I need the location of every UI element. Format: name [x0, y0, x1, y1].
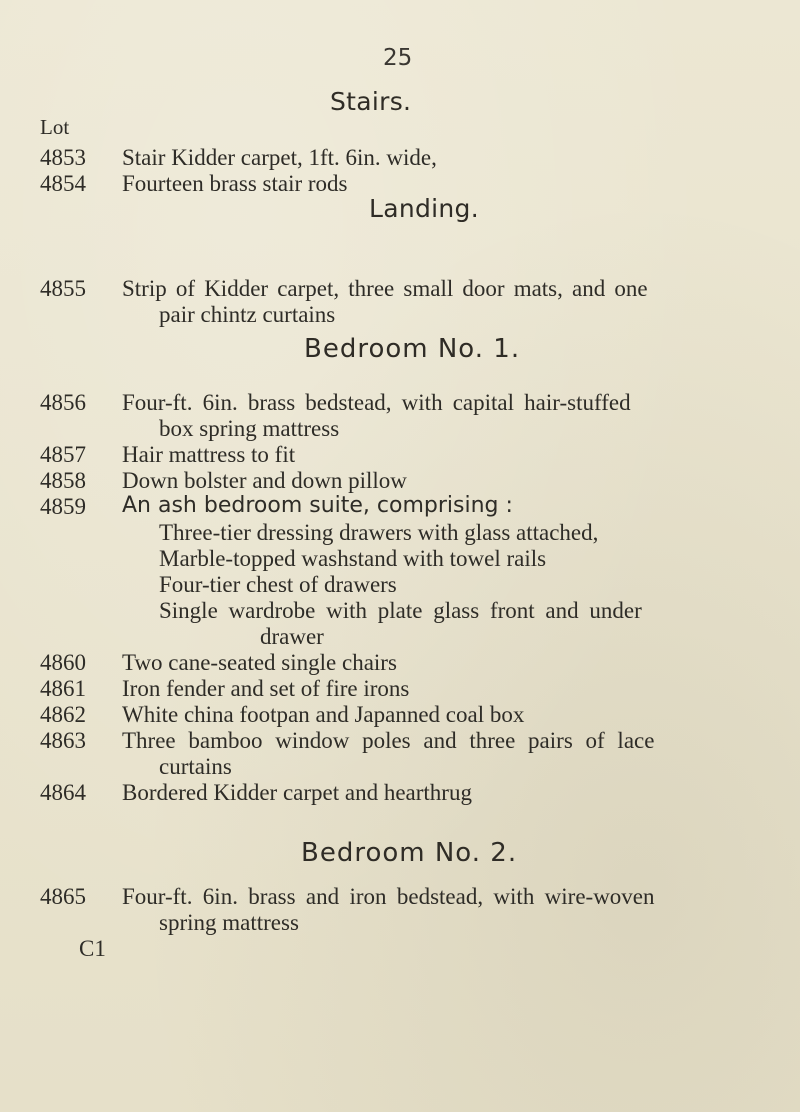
- lot-description-continuation: curtains: [159, 754, 232, 779]
- lot-description: Stair Kidder carpet, 1ft. 6in. wide,: [122, 145, 437, 170]
- section-heading-bedroom-2: Bedroom No. 2.: [301, 838, 518, 868]
- lot-number: 4862: [40, 702, 86, 727]
- signature-mark: C1: [79, 936, 106, 961]
- lot-number: 4857: [40, 442, 86, 467]
- lot-description: Strip of Kidder carpet, three small door mats, and one: [122, 276, 648, 301]
- lot-description: Fourteen brass stair rods: [122, 171, 348, 196]
- section-heading-bedroom-1: Bedroom No. 1.: [304, 334, 521, 364]
- lot-number: 4859: [40, 494, 86, 519]
- suite-item: Single wardrobe with plate glass front and under: [159, 598, 642, 623]
- lot-number: 4861: [40, 676, 86, 701]
- lot-number: 4860: [40, 650, 86, 675]
- lot-description-continuation: box spring mattress: [159, 416, 340, 441]
- lot-number: 4854: [40, 171, 86, 196]
- lot-number: 4865: [40, 884, 86, 909]
- lot-number: 4858: [40, 468, 86, 493]
- suite-item: Three-tier dressing drawers with glass attached,: [159, 520, 599, 545]
- lot-description: Four-ft. 6in. brass bedstead, with capital hair-stuffed: [122, 390, 631, 415]
- suite-item: Marble-topped washstand with towel rails: [159, 546, 547, 571]
- lot-description: Hair mattress to fit: [122, 442, 296, 467]
- section-heading-stairs: Stairs.: [330, 87, 412, 116]
- lot-description-continuation: pair chintz curtains: [159, 302, 336, 327]
- lot-number: 4864: [40, 780, 86, 805]
- suite-item-continuation: drawer: [260, 624, 324, 649]
- lot-number: 4853: [40, 145, 86, 170]
- lot-description: Four-ft. 6in. brass and iron bedstead, with wire-woven: [122, 884, 655, 909]
- lot-description: Down bolster and down pillow: [122, 468, 407, 493]
- lot-number: 4856: [40, 390, 86, 415]
- page-number: 25: [383, 45, 413, 71]
- suite-item: Four-tier chest of drawers: [159, 572, 397, 597]
- lot-column-label: Lot: [40, 115, 70, 139]
- lot-number: 4863: [40, 728, 86, 753]
- lot-description: An ash bedroom suite, comprising :: [122, 493, 513, 518]
- lot-description-continuation: spring mattress: [159, 910, 299, 935]
- section-heading-landing: Landing.: [369, 194, 479, 223]
- lot-description: Iron fender and set of fire irons: [122, 676, 410, 701]
- lot-number: 4855: [40, 276, 86, 301]
- lot-description: Two cane-seated single chairs: [122, 650, 397, 675]
- lot-description: White china footpan and Japanned coal box: [122, 702, 525, 727]
- lot-description: Bordered Kidder carpet and hearthrug: [122, 780, 472, 805]
- lot-description: Three bamboo window poles and three pairs of lace: [122, 728, 655, 753]
